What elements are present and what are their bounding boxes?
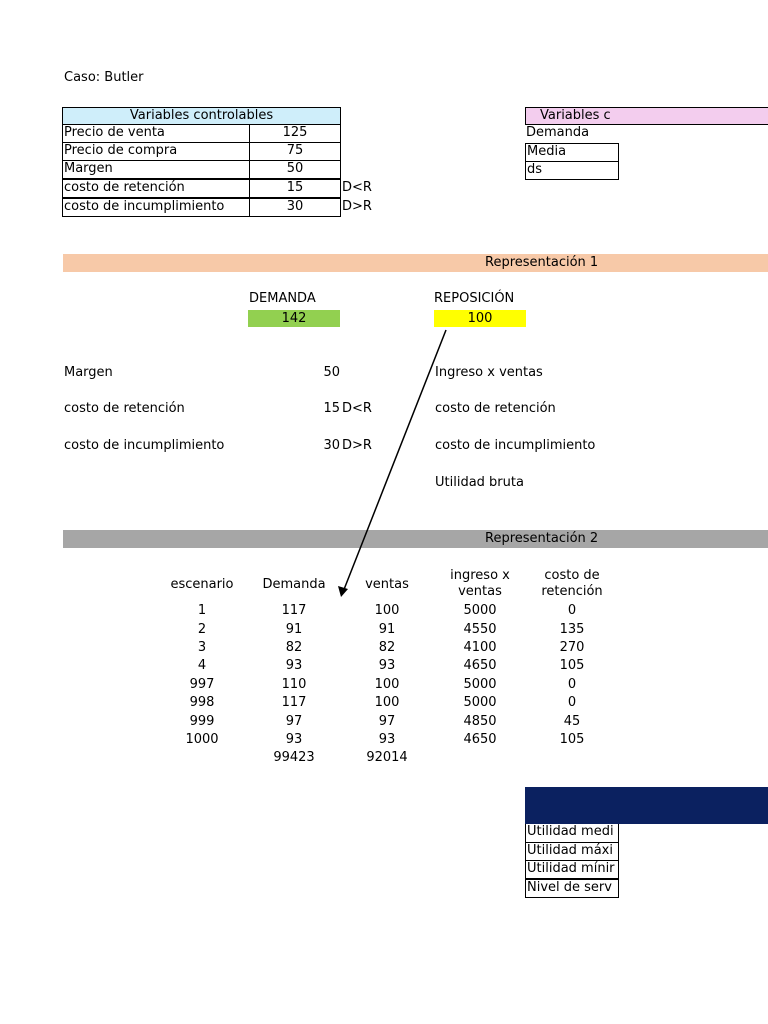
demand-cell[interactable]: 82 [285, 639, 303, 655]
header-sales-income: ingreso x ventas [450, 568, 510, 599]
scenario-cell[interactable]: 3 [197, 639, 207, 655]
holding-cost-cell[interactable]: 0 [567, 695, 577, 711]
income-cell[interactable]: 4550 [463, 621, 497, 637]
summary-min-profit[interactable]: Utilidad mínir [525, 860, 619, 879]
sales-cell[interactable]: 100 [374, 695, 400, 711]
sales-cell[interactable]: 97 [378, 713, 396, 729]
income-cell[interactable]: 5000 [463, 676, 497, 692]
summary-max-profit[interactable]: Utilidad máxi [525, 842, 619, 861]
total-sales-cell[interactable]: 92014 [366, 750, 408, 766]
sales-cell[interactable]: 91 [378, 621, 396, 637]
holding-cost-cell[interactable]: 135 [559, 621, 585, 637]
total-demand-cell[interactable]: 99423 [273, 750, 315, 766]
summary-mean-profit[interactable]: Utilidad medi [525, 824, 619, 843]
rep1-shortage-value[interactable]: 30 [323, 438, 340, 453]
price-sale-label[interactable]: Precio de venta [62, 124, 250, 143]
income-cell[interactable]: 4650 [463, 731, 497, 747]
arrow-head-icon [338, 586, 348, 597]
holding-cost-cell[interactable]: 0 [567, 603, 577, 619]
demand-cell[interactable]: 110 [281, 676, 307, 692]
arrow-line [343, 330, 446, 592]
reposition-heading: REPOSICIÓN [434, 291, 515, 306]
representation-1-title: Representación 1 [485, 255, 599, 270]
demand-cell[interactable]: 117 [281, 695, 307, 711]
shortage-cost-value[interactable]: 30 [249, 198, 341, 217]
mean-label[interactable]: Media [525, 143, 619, 162]
summary-service-level[interactable]: Nivel de serv [525, 879, 619, 898]
demand-cell[interactable]: 93 [285, 658, 303, 674]
sales-cell[interactable]: 100 [374, 603, 400, 619]
income-cell[interactable]: 4100 [463, 639, 497, 655]
income-cell[interactable]: 5000 [463, 695, 497, 711]
scenario-cell[interactable]: 1000 [185, 731, 219, 747]
rep1-sales-income-label: Ingreso x ventas [435, 365, 543, 380]
rep1-holding-label: costo de retención [64, 401, 185, 416]
scenario-cell[interactable]: 997 [189, 676, 215, 692]
scenario-cell[interactable]: 4 [197, 658, 207, 674]
rep1-shortage-condition: D>R [342, 438, 372, 453]
sales-cell[interactable]: 93 [378, 731, 396, 747]
shortage-cost-condition: D>R [342, 199, 372, 214]
uncontrollable-header[interactable]: Variables c [525, 107, 768, 125]
rep1-margin-label: Margen [64, 365, 113, 380]
header-demand: Demanda [262, 577, 326, 592]
holding-cost-cell[interactable]: 105 [559, 731, 585, 747]
scenario-cell[interactable]: 998 [189, 695, 215, 711]
demand-simulated-value[interactable]: 142 [248, 310, 340, 327]
header-holding-cost: costo de retención [541, 568, 603, 599]
rep1-shortage-cost-label: costo de incumplimiento [435, 438, 596, 453]
holding-cost-cell[interactable]: 270 [559, 639, 585, 655]
sales-cell[interactable]: 100 [374, 676, 400, 692]
reposition-value[interactable]: 100 [434, 310, 526, 327]
demand-cell[interactable]: 117 [281, 603, 307, 619]
holding-cost-value[interactable]: 15 [249, 179, 341, 198]
demand-cell[interactable]: 93 [285, 731, 303, 747]
rep1-holding-cost-label: costo de retención [435, 401, 556, 416]
holding-cost-cell[interactable]: 105 [559, 658, 585, 674]
sales-cell[interactable]: 82 [378, 639, 396, 655]
rep1-holding-value[interactable]: 15 [323, 401, 340, 416]
scenario-cell[interactable]: 999 [189, 713, 215, 729]
sales-cell[interactable]: 93 [378, 658, 396, 674]
demand-cell[interactable]: 91 [285, 621, 303, 637]
demand-heading: DEMANDA [249, 291, 316, 306]
margin-label[interactable]: Margen [62, 160, 250, 179]
holding-cost-cell[interactable]: 0 [567, 676, 577, 692]
price-purchase-label[interactable]: Precio de compra [62, 142, 250, 161]
income-cell[interactable]: 5000 [463, 603, 497, 619]
representation-2-title: Representación 2 [485, 531, 599, 546]
holding-cost-label[interactable]: costo de retención [62, 179, 250, 198]
rep1-holding-condition: D<R [342, 401, 372, 416]
demand-cell[interactable]: 97 [285, 713, 303, 729]
scenario-cell[interactable]: 2 [197, 621, 207, 637]
header-sales: ventas [365, 577, 409, 592]
rep1-margin-value[interactable]: 50 [323, 365, 340, 380]
price-sale-value[interactable]: 125 [249, 124, 341, 143]
holding-cost-condition: D<R [342, 180, 372, 195]
income-cell[interactable]: 4650 [463, 658, 497, 674]
income-cell[interactable]: 4850 [463, 713, 497, 729]
margin-value[interactable]: 50 [249, 160, 341, 179]
rep1-shortage-label: costo de incumplimiento [64, 438, 225, 453]
shortage-cost-label[interactable]: costo de incumplimiento [62, 198, 250, 217]
price-purchase-value[interactable]: 75 [249, 142, 341, 161]
rep1-gross-profit-label: Utilidad bruta [435, 475, 524, 490]
demand-label[interactable]: Demanda [526, 125, 590, 140]
holding-cost-cell[interactable]: 45 [563, 713, 581, 729]
scenario-cell[interactable]: 1 [197, 603, 207, 619]
header-scenario: escenario [170, 577, 234, 592]
std-dev-label[interactable]: ds [525, 161, 619, 180]
case-title: Caso: Butler [64, 70, 144, 85]
controllable-header[interactable]: Variables controlables [62, 107, 341, 125]
